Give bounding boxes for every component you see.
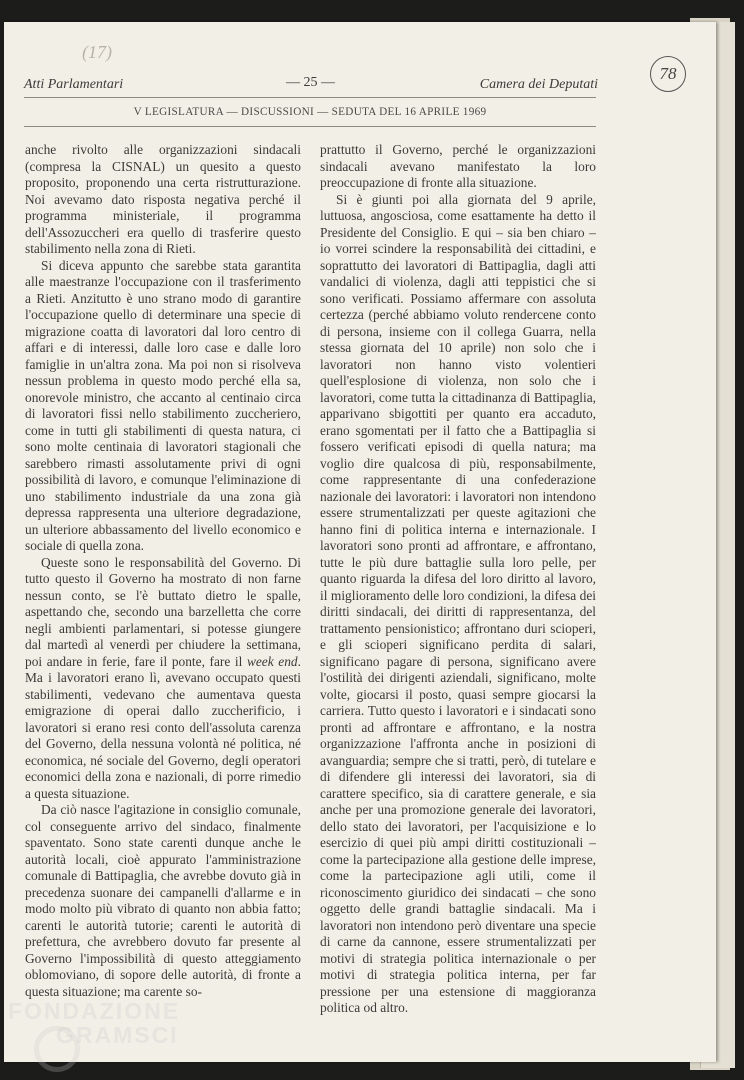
header-rule-top [24,97,596,98]
paragraph: Si diceva appunto che sarebbe stata garantita alle maestranze l'occupazione con il trasferimento a Rieti. Anzitutto è uno strano modo di garantire l'occupazione quello di determinare una specie di migrazione coatta di lavoratori dal loro centro di affari e di interessi, dalle loro case e dalle loro famiglie in un'altra zona. Ma poi non si risolveva nessun problema in questo modo perché ella sa, onorevole ministro, che accanto al centinaio circa di lavoratori fissi nello stabilimento zuccheriero, come in tutti gli stabilimenti di questa natura, ci sono molte centinaia di lavoratori stagionali che sarebbero rimasti assolutamente privi di ogni possibilità di lavoro, e comunque l'eliminazione di uno stabilimento industriale da una zona già depressa rappresenta una ulteriore degradazione, un ulteriore abbassamento del livello economico e sociale di quella zona. [25,257,301,553]
page-stamp: 78 [650,56,686,92]
document-page [4,22,716,1062]
paragraph: anche rivolto alle organizzazioni sindacali (compresa la CISNAL) un quesito a questo proposito, proponendo una certa ristrutturazione. Noi avevamo dato risposta negativa perché il programma ministeriale, il programma dell'Assozuccheri era quello di trasferire questo stabilimento nella zona di Rieti. [25,142,301,256]
pencil-annotation: (17) [82,42,112,62]
page-number: — 25 — [286,75,335,90]
header-rule-bottom [24,126,596,127]
paragraph: Si è giunti poi alla giornata del 9 aprile, luttuosa, angosciosa, come esattamente ha detto il Presidente del Consiglio. E qui – sia ben chiaro – io vorrei scindere la responsabilità dei cittadini, e soprattutto dei lavoratori di Battipaglia, dagli atti vandalici di violenza, dagli atti teppistici che si sono verificati. Possiamo affermare con assoluta certezza (perché abbiamo voluto rendercene conto di persona, insieme con il collega Guarra, nella stessa giornata del 10 aprile) non solo che i lavoratori non hanno visto volentieri quell'esplosione di violenza, non solo che i lavoratori, come tutta la cittadinanza di Battipaglia, apparivano sbigottiti per quanto era accaduto, erano sgomentati per il fatto che a Battipaglia si fossero verificati episodi di quella natura; ma voglio dire qualcosa di più, responsabilmente, come rappresentante di una confederazione nazionale dei lavoratori: i lavoratori non intendono essere strumentalizzati per queste agitazioni che hanno fini di politica interna e internazionale. I lavoratori sono pronti ad affrontare, e affrontano, tutte le più dure battaglie sulla loro pelle, per quanto riguarda la difesa del loro diritto al lavoro, il miglioramento delle loro condizioni, la difesa dei diritti sindacali, dei diritti di rappresentanza, del trattamento pensionistico; affrontano duri scioperi, e gli scioperi significano perdita di salari, significano pagare di persona, significano avere l'ostilità dei dirigenti aziendali, significano, molte volte, giocarsi il posto, quasi sempre giocarsi la carriera. Tutto questo i lavoratori e i sindacati sono pronti ad affrontare e affrontano, e la nostra organizzazione l'affronta anche in posizioni di avanguardia; sempre che si tratti, però, di tutelare e di difendere gli interessi dei lavoratori, sia di carattere specifico, sia di carattere generale, e sia anche per una promozione generale dei lavoratori, dello stato dei lavoratori, per l'acquisizione e lo esercizio di quei più ampi diritti costituzionali – come la partecipazione alla gestione delle imprese, come la partecipazione agli utili, come il riconoscimento giuridico dei sindacati – che sono oggetto delle grandi battaglie sindacali. Ma i lavoratori non intendono però diventare una specie di carne da cannone, essere strumentalizzati per motivi di strategia politica internazionale o per motivi di strategia politica interna, per far pressione per una estensione di maggioranza politica od altro. [320,191,596,1015]
watermark-line1: FONDAZIONE [8,998,181,1024]
session-header: V LEGISLATURA — DISCUSSIONI — SEDUTA DEL 16 APRILE 1969 [133,106,487,118]
paragraph: Queste sono le responsabilità del Governo. Di tutto questo il Governo ha mostrato di non farne nessun conto, se l'è buttato dietro le spalle, aspettando che, secondo una barzelletta che corre negli ambienti parlamentari, si potesse giungere dal martedì al venerdì per chiudere la settimana, poi andare in ferie, fare il ponte, fare il week end. Ma i lavoratori erano lì, avevano occupato questi stabilimenti, vedevano che aumentava questa emigrazione di operai dallo zuccherificio, i lavoratori si erano resi conto dell'assoluta carenza del Governo, della nessuna volontà né politica, né economica, né sociale del Governo, degli operatori economici della zona e nazionali, di porre rimedio a questa situazione. [25,554,301,801]
paragraph: Da ciò nasce l'agitazione in consiglio comunale, col conseguente arrivo del sindaco, finalmente spaventato. Sono state carenti dunque anche le autorità locali, cioè appurato l'amministrazione comunale di Battipaglia, che avrebbe dovuto già in precedenza suonare dei campanelli d'allarme e in modo molto più vibrato di quanto non abbia fatto; carenti le autorità tutorie; carenti le autorità di prefettura, che avrebbero dovuto far presente al Governo l'impossibilità di questo atteggiamento oblomoviano, di sopore delle autorità, di fronte a questa situazione; ma carente so- [25,802,301,999]
header-right: Camera dei Deputati [479,77,598,92]
paragraph: prattutto il Governo, perché le organizzazioni sindacali avevano manifestato la loro preoccupazione di fronte alla situazione. [320,142,596,190]
header-left: Atti Parlamentari [24,77,124,92]
right-column [320,142,596,1017]
watermark-line2: GRAMSCI [56,1022,179,1048]
left-column [25,142,301,1000]
